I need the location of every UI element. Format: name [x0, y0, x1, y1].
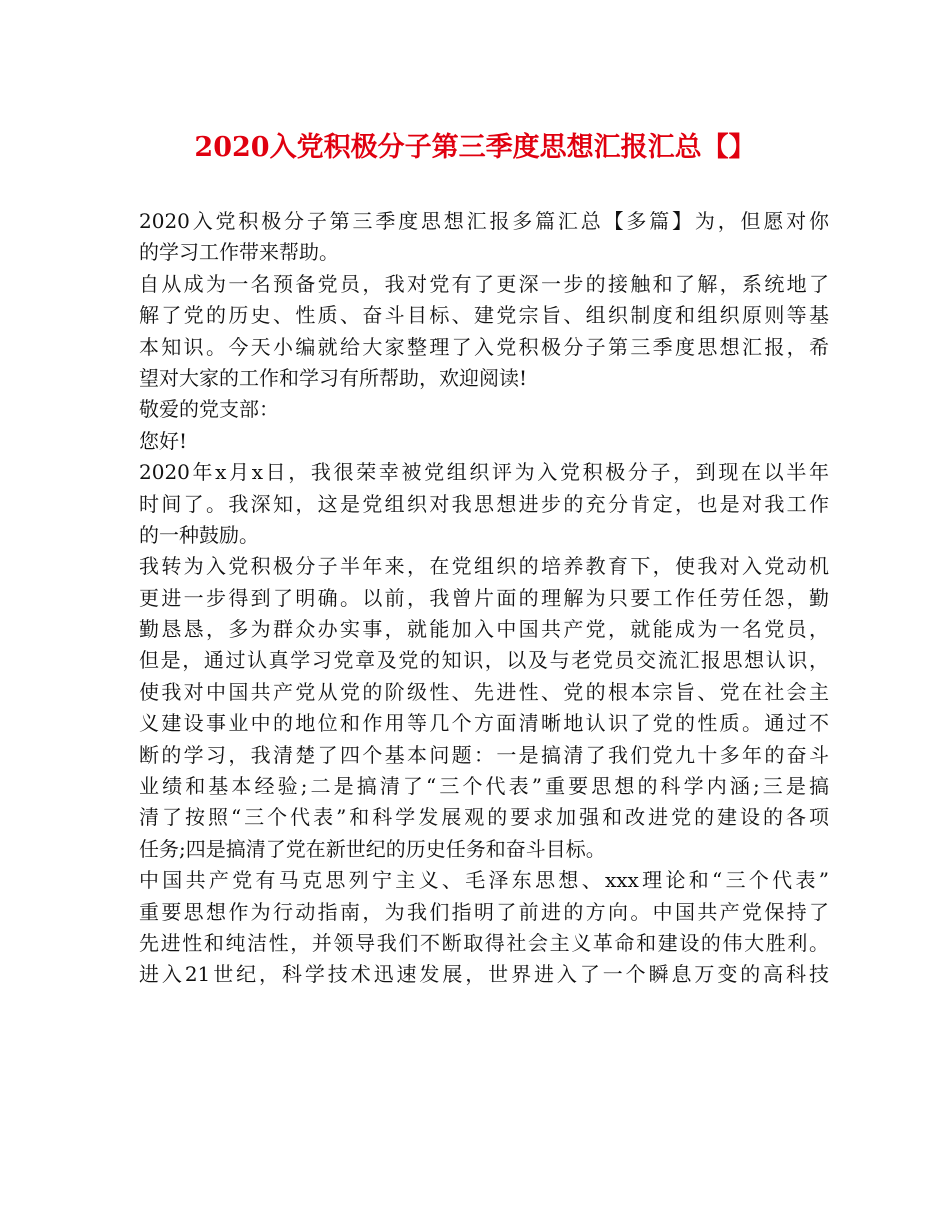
document-body [139, 206, 829, 991]
body-line: 您好! [139, 428, 188, 453]
body-line: 义建设事业中的地位和作用等几个方面清晰地认识了党的性质。通过不 [139, 711, 829, 736]
body-line: 任务;四是搞清了党在新世纪的历史任务和奋斗目标。 [139, 836, 606, 861]
body-line: 进入21世纪，科学技术迅速发展，世界进入了一个瞬息万变的高科技 [139, 962, 829, 987]
body-line: 望对大家的工作和学习有所帮助，欢迎阅读! [139, 365, 528, 390]
body-line: 但是，通过认真学习党章及党的知识，以及与老党员交流汇报思想认识， [139, 648, 829, 673]
body-line: 清了按照“三个代表”和科学发展观的要求加强和改进党的建设的各项 [139, 805, 829, 830]
body-line: 本知识。今天小编就给大家整理了入党积极分子第三季度思想汇报，希 [139, 334, 829, 359]
body-line: 重要思想作为行动指南，为我们指明了前进的方向。中国共产党保持了 [139, 899, 829, 924]
body-line: 的学习工作带来帮助。 [139, 240, 339, 265]
body-line: 解了党的历史、性质、奋斗目标、建党宗旨、组织制度和组织原则等基 [139, 303, 829, 328]
body-line: 断的学习，我清楚了四个基本问题：一是搞清了我们党九十多年的奋斗 [139, 742, 829, 767]
body-line: 敬爱的党支部： [139, 397, 279, 422]
body-line: 使我对中国共产党从党的阶级性、先进性、党的根本宗旨、党在社会主 [139, 679, 829, 704]
body-line: 更进一步得到了明确。以前，我曾片面的理解为只要工作任劳任怨，勤 [139, 585, 829, 610]
document-title: 2020入党积极分子第三季度思想汇报汇总【】 [194, 132, 756, 163]
body-line: 勤恳恳，多为群众办实事，就能加入中国共产党，就能成为一名党员， [139, 617, 829, 642]
body-line: 先进性和纯洁性，并领导我们不断取得社会主义革命和建设的伟大胜利。 [139, 930, 829, 955]
body-line: 自从成为一名预备党员，我对党有了更深一步的接触和了解，系统地了 [139, 271, 829, 296]
body-line: 中国共产党有马克思列宁主义、毛泽东思想、xxx理论和“三个代表” [139, 868, 829, 893]
body-line: 时间了。我深知，这是党组织对我思想进步的充分肯定，也是对我工作 [139, 491, 829, 516]
body-line: 业绩和基本经验;二是搞清了“三个代表”重要思想的科学内涵;三是搞 [139, 774, 829, 799]
body-line: 2020入党积极分子第三季度思想汇报多篇汇总【多篇】为，但愿对你 [139, 209, 829, 233]
body-line: 我转为入党积极分子半年来，在党组织的培养教育下，使我对入党动机 [139, 554, 829, 579]
body-line: 2020年x月x日，我很荣幸被党组织评为入党积极分子，到现在以半年 [139, 460, 829, 485]
body-line: 的一种鼓励。 [139, 522, 259, 547]
